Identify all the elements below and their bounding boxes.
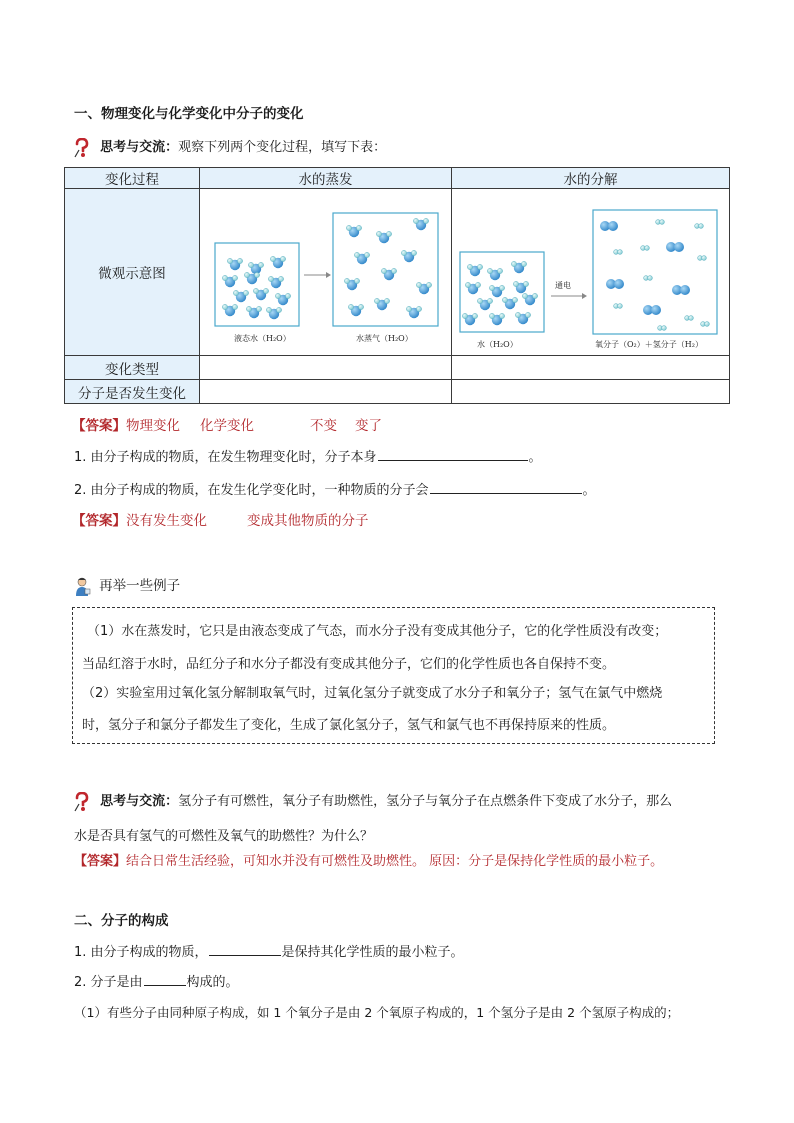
section-2-q1-post: 是保持其化学性质的最小粒子。: [281, 945, 464, 960]
think-2-answer: [74, 850, 663, 869]
answer-blank[interactable]: [144, 972, 186, 986]
cell-evap-change-type: [200, 356, 452, 380]
example-line: （1）水在蒸发时，它只是由液态变成了气态，而水分子没有变成其他分子，它的化学性质没有改变；: [87, 624, 668, 639]
examples-header: [73, 574, 180, 597]
think-2-answer-text: 结合日常生活经验，可知水并没有可燃性及助燃性。 原因：分子是保持化学性质的最小粒子。: [126, 854, 664, 869]
table-header-process: 变化过程: [65, 168, 200, 189]
example-line: （2）实验室用过氧化氢分解制取氧气时，过氧化氢分子就变成了水分子和氧分子；氢气在氯气中燃烧: [82, 686, 663, 701]
cell-decomp-change-type: [452, 356, 730, 380]
question-icon: [74, 138, 90, 158]
question-1-end: 。: [528, 450, 542, 465]
products-caption: 氧分子（O₂）＋氢分子（H₂）: [594, 340, 703, 349]
answer-2: [72, 509, 369, 529]
answer-item: 没有发生变化: [126, 513, 207, 529]
answer-item: 不变: [310, 418, 337, 434]
think-2-label: 思考与交流：: [100, 794, 179, 809]
water-caption: 水（H₂O）: [476, 340, 518, 349]
cell-decomp-molecule-change: [452, 380, 730, 404]
think-2-line-2: 水是否具有氢气的可燃性及氧气的助燃性？为什么？: [74, 829, 374, 844]
answer-blank[interactable]: [209, 942, 281, 956]
answer-tag: 【答案】: [74, 854, 127, 869]
row-label-molecule-change: 分子是否发生变化: [65, 380, 200, 404]
electrolysis-label: 通电: [554, 281, 571, 290]
table-header-decomposition: 水的分解: [452, 168, 730, 189]
cell-evap-molecule-change: [200, 380, 452, 404]
answer-blank[interactable]: [378, 447, 528, 461]
question-1-text: 1. 由分子构成的物质，在发生物理变化时，分子本身: [74, 450, 377, 465]
answer-item: 变成其他物质的分子: [247, 513, 369, 529]
decomposition-diagram-cell: [452, 189, 730, 356]
answer-item: 化学变化: [200, 418, 254, 434]
question-1: [74, 446, 542, 465]
question-icon: [74, 792, 90, 812]
answer-tag: 【答案】: [72, 418, 126, 434]
think-discuss-row: [74, 136, 386, 158]
section-2-q1-pre: 1. 由分子构成的物质，: [74, 945, 208, 960]
section-1-title: 一、物理变化与化学变化中分子的变化: [74, 106, 304, 122]
evaporation-diagram-cell: [200, 189, 452, 356]
answer-item: 变了: [355, 418, 382, 434]
think-text: 观察下列两个变化过程，填写下表：: [178, 140, 387, 155]
question-2-text: 2. 由分子构成的物质，在发生化学变化时，一种物质的分子会: [74, 483, 429, 498]
answer-tag: 【答案】: [72, 513, 126, 529]
row-label-change-type: 变化类型: [65, 356, 200, 380]
section-2-q2-pre: 2. 分子是由: [74, 975, 143, 990]
think-discuss-2: [74, 790, 672, 812]
examples-title: 再举一些例子: [99, 578, 181, 594]
table-header-evaporation: 水的蒸发: [200, 168, 452, 189]
answer-1: [72, 414, 382, 434]
answer-blank[interactable]: [430, 480, 582, 494]
liquid-water-caption: 液态水（H₂O）: [233, 334, 291, 343]
question-2-end: 。: [582, 483, 596, 498]
think-label: 思考与交流：: [100, 140, 179, 155]
row-label-micro-diagram: 微观示意图: [65, 189, 200, 356]
section-2-title: 二、分子的构成: [74, 913, 169, 929]
decomposition-diagram: [455, 192, 727, 352]
water-vapor-caption: 水蒸气（H₂O）: [355, 334, 413, 343]
section-2-question-3: （1）有些分子由同种原子构成，如 1 个氧分子是由 2 个氧原子构成的，1 个氢分子是由 2 个氢原子构成的；: [74, 1005, 680, 1020]
think-2-line-1: 氢分子有可燃性，氧分子有助燃性，氢分子与氧分子在点燃条件下变成了水分子，那么: [178, 794, 673, 809]
question-2: [74, 479, 596, 498]
example-line: 当品红溶于水时，品红分子和水分子都没有变成其他分子，它们的化学性质也各自保持不变。: [82, 657, 616, 672]
answer-item: 物理变化: [126, 418, 180, 434]
section-2-question-2: [74, 971, 239, 990]
example-line: 时，氢分子和氯分子都发生了变化，生成了氯化氢分子，氢气和氯气也不再保持原来的性质。: [82, 718, 616, 733]
section-2-question-1: [74, 941, 464, 960]
teacher-icon: [73, 577, 91, 597]
evaporation-diagram: [206, 197, 446, 347]
comparison-table: [64, 167, 730, 404]
section-2-q2-post: 构成的。: [186, 975, 239, 990]
